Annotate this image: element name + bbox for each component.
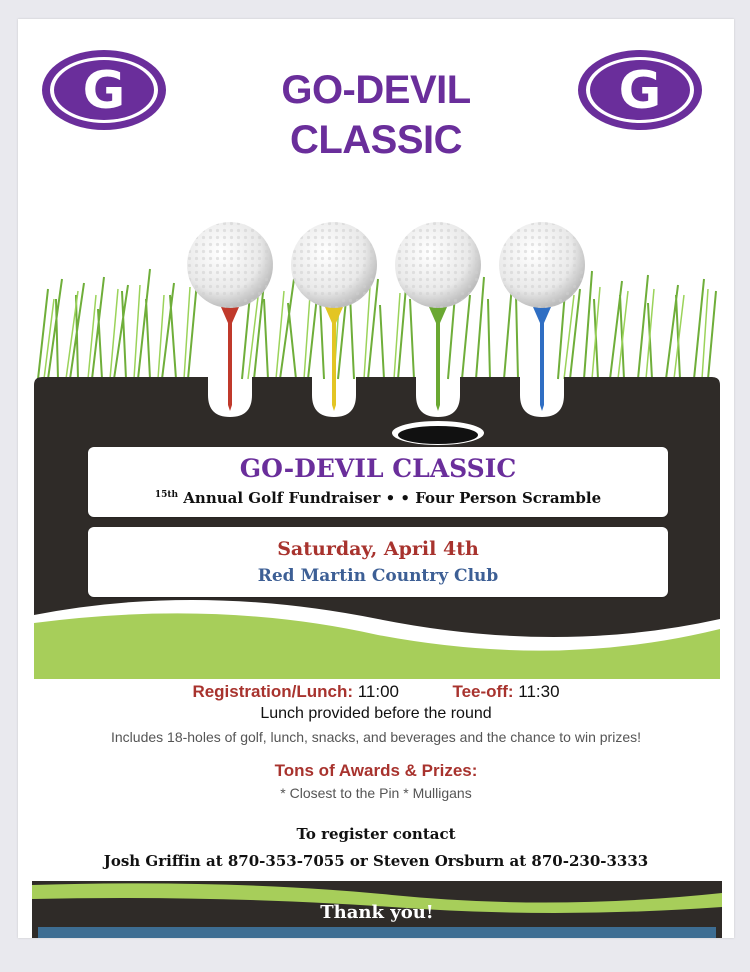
golf-scene-illustration (18, 199, 734, 679)
flyer-page (18, 19, 734, 938)
contact-heading: To register contact (296, 825, 456, 843)
event-date: Saturday, April 4th (277, 538, 479, 560)
title-line-2: CLASSIC (289, 118, 463, 162)
event-subtitle (88, 484, 668, 509)
date-venue-banner (88, 527, 668, 597)
left-g-logo (40, 48, 168, 132)
title-line-1: GO-DEVIL (281, 68, 471, 112)
teeoff-time: 11:30 (518, 682, 560, 701)
golf-balls-on-tees-icon (18, 199, 734, 679)
logo-letter: G (618, 61, 662, 121)
logo-letter: G (82, 61, 126, 121)
golf-balls (187, 222, 585, 308)
event-name: GO-DEVIL CLASSIC (239, 454, 517, 483)
awards-heading: Tons of Awards & Prizes: (274, 761, 478, 780)
lunch-note: Lunch provided before the round (260, 705, 492, 722)
awards-items: * Closest to the Pin * Mulligans (280, 785, 472, 801)
edition-number: 15 (154, 490, 168, 500)
g-logo-icon (40, 48, 168, 132)
subtitle-text: Annual Golf Fundraiser • • Four Person Scramble (183, 489, 602, 507)
event-banner (88, 447, 668, 517)
registration-label: Registration/Lunch: (192, 682, 353, 701)
g-logo-icon (576, 48, 704, 132)
edition-suffix: th (167, 490, 179, 500)
thank-you-text: Thank you! (320, 902, 434, 923)
includes-text: Includes 18-holes of golf, lunch, snacks, and beverages and the chance to win prizes! (111, 729, 641, 745)
registration-time: 11:00 (357, 682, 400, 701)
schedule-times (18, 682, 734, 702)
contact-details: Josh Griffin at 870-353-7055 or Steven Orsburn at 870-230-3333 (103, 852, 649, 870)
hole (398, 426, 478, 444)
teeoff-label: Tee-off: (452, 682, 514, 701)
right-g-logo (576, 48, 704, 132)
event-venue: Red Martin Country Club (257, 566, 499, 586)
page-title (218, 65, 534, 165)
